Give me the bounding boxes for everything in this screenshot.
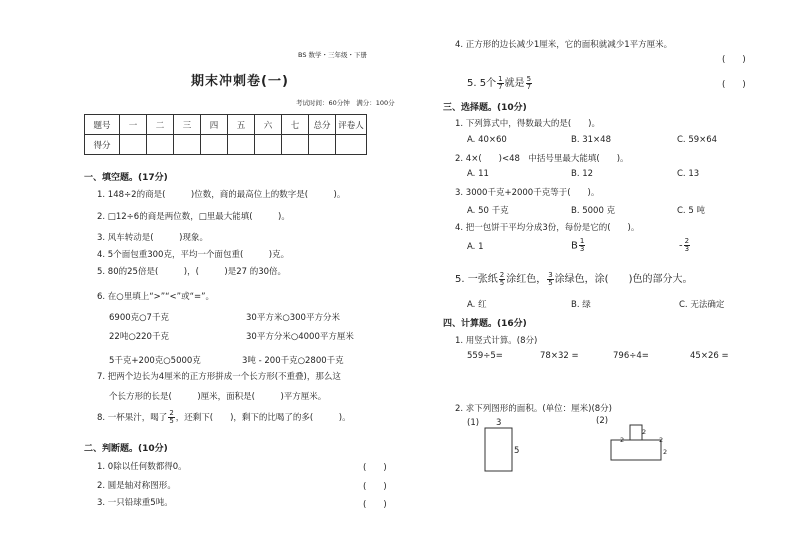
s3-q2: 2. 4×( )<48 中括号里最大能填( )。	[455, 154, 629, 164]
figure-2-label: (2)	[596, 416, 609, 426]
option[interactable]: C. 59×64	[677, 135, 718, 145]
s1-q8	[97, 410, 351, 425]
score-header-cell: 六	[255, 115, 282, 135]
score-table-header-row	[85, 115, 367, 135]
score-cell[interactable]	[255, 135, 282, 155]
fraction	[499, 272, 505, 287]
score-header-cell: 一	[120, 115, 147, 135]
figure-2-dim: 2	[663, 448, 668, 456]
fraction-numerator: 1	[498, 74, 503, 83]
option[interactable]: C. 5 吨	[677, 206, 705, 216]
fraction-numerator: 5	[526, 74, 532, 83]
fraction-numerator: 3	[548, 270, 553, 279]
option[interactable]: A. 40×60	[467, 135, 507, 145]
fraction-numerator: 1	[579, 237, 585, 245]
subject-label: BS 数学・三年级・下册	[298, 51, 368, 59]
s4-q2: 2. 求下列图形的面积。(单位：厘米)(8分)	[455, 404, 612, 414]
s1-q2: 2. □12÷6的商是两位数，□里最大能填( )。	[97, 212, 290, 222]
score-header-cell: 评卷人	[336, 115, 367, 135]
s2-q4: 4. 正方形的边长减少1厘米，它的面积就减少1平方厘米。	[455, 40, 673, 50]
s2-q1: 1. 0除以任何数都得0。	[97, 462, 187, 472]
answer-paren[interactable]: ( )	[722, 80, 746, 90]
s1-q6-item: 22吨○220千克	[109, 332, 169, 342]
s2-q5-mid: 就是	[504, 78, 525, 89]
answer-paren[interactable]: ( )	[363, 500, 387, 510]
figure-2-dim: 2	[642, 428, 647, 436]
figure-2-dim: 2	[659, 436, 664, 444]
s1-q7-line1: 7. 把两个边长为4厘米的正方形拼成一个长方形(不重叠)，那么这	[97, 372, 341, 382]
calc-item: 78×32 =	[540, 351, 579, 361]
answer-paren[interactable]: ( )	[722, 55, 746, 65]
fraction	[684, 238, 690, 253]
option[interactable]: A. 11	[467, 169, 489, 179]
page-title: 期末冲刺卷(一)	[191, 74, 289, 89]
option[interactable]: B. 绿	[571, 300, 591, 310]
calc-item: 796÷4=	[613, 351, 649, 361]
fraction-denominator: 3	[684, 245, 690, 253]
score-cell[interactable]	[336, 135, 367, 155]
score-row-label: 得分	[85, 135, 120, 155]
score-cell[interactable]	[201, 135, 228, 155]
s3-q5-mid: 涂红色，	[506, 274, 547, 285]
calc-item: 559÷5=	[467, 351, 503, 361]
answer-paren[interactable]: ( )	[363, 482, 387, 492]
s3-q4: 4. 把一包饼干平均分成3份，每份是它的( )。	[455, 223, 640, 233]
option[interactable]: B. 12	[571, 169, 594, 179]
s4-q1: 1. 用竖式计算。(8分)	[455, 336, 538, 346]
s1-q6-item: 30平方米○300平方分米	[246, 313, 340, 323]
section-2-title: 二、判断题。(10分)	[84, 444, 168, 454]
option[interactable]: C. 无法确定	[679, 300, 725, 310]
s3-q1: 1. 下列算式中，得数最大的是( )。	[455, 119, 600, 129]
fraction	[579, 238, 585, 253]
calc-item: 45×26 =	[690, 351, 729, 361]
section-4-title: 四、计算题。(16分)	[443, 319, 527, 329]
s3-q3: 3. 3000千克+2000千克等于( )。	[455, 188, 600, 198]
s3-q5-pre: 5. 一张纸	[455, 274, 498, 285]
score-header-cell: 三	[174, 115, 201, 135]
fraction-denominator: 7	[526, 82, 532, 91]
s2-q2: 2. 圆是轴对称图形。	[97, 481, 176, 491]
figure-1-dim-top: 3	[496, 418, 502, 428]
s2-q5-pre: 5. 5个	[467, 78, 497, 89]
score-header-cell: 总分	[309, 115, 336, 135]
figure-1-dim-side: 5	[514, 446, 520, 456]
option[interactable]: C. 13	[677, 169, 700, 179]
s1-q4: 4. 5个面包重300克，平均一个面包重( )克。	[97, 250, 290, 260]
s1-q3: 3. 风车转动是( )现象。	[97, 233, 208, 243]
fraction	[526, 76, 532, 91]
score-header-cell: 七	[282, 115, 309, 135]
figure-2-shape	[610, 424, 670, 464]
option-letter: B	[571, 240, 578, 252]
option[interactable]: A. 1	[467, 242, 484, 252]
s3-q5-post: 涂绿色，涂( )色的部分大。	[554, 274, 693, 285]
answer-paren[interactable]: ( )	[363, 463, 387, 473]
s2-q5	[467, 74, 533, 91]
score-header-cell: 题号	[85, 115, 120, 135]
s1-q6-item: 3吨 - 200千克○2800千克	[242, 356, 344, 366]
option[interactable]: B. 31×48	[571, 135, 611, 145]
option[interactable]: A. 50 千克	[467, 206, 509, 216]
fraction-denominator: 5	[169, 417, 174, 425]
s1-q8-pre: 8. 一杯果汁，喝了	[97, 413, 168, 423]
s1-q6-item: 30平方分米○4000平方厘米	[246, 332, 354, 342]
fraction-numerator: 2	[684, 237, 690, 245]
fraction	[168, 410, 174, 425]
option-letter: -	[679, 240, 683, 252]
option[interactable]: B. 5000 克	[571, 206, 616, 216]
score-header-cell: 五	[228, 115, 255, 135]
fraction-denominator: 7	[498, 82, 503, 91]
s1-q8-post: ，还剩下( )，剩下的比喝了的多( )。	[175, 413, 351, 423]
s1-q1: 1. 148÷2的商是( )位数，商的最高位上的数字是( )。	[97, 190, 346, 200]
option[interactable]	[571, 238, 586, 253]
score-cell[interactable]	[309, 135, 336, 155]
figure-1-label: (1)	[467, 418, 480, 428]
s3-q5	[455, 270, 692, 287]
option[interactable]	[679, 238, 691, 253]
s1-q6-item: 6900克○7千克	[109, 313, 169, 323]
s1-q5: 5. 80的25倍是( )，( )是27 的30倍。	[97, 267, 287, 277]
fraction-denominator: 5	[548, 278, 553, 287]
section-3-title: 三、选择题。(10分)	[443, 103, 527, 113]
score-table	[84, 114, 367, 155]
fraction	[547, 272, 553, 287]
score-cell[interactable]	[120, 135, 147, 155]
fraction-numerator: 2	[499, 270, 505, 279]
section-1-title: 一、填空题。(17分)	[84, 173, 168, 183]
fraction	[497, 76, 503, 91]
score-cell[interactable]	[228, 135, 255, 155]
s1-q6: 6. 在○里填上“>”“<”或“=”。	[97, 292, 215, 302]
score-cell[interactable]	[174, 135, 201, 155]
s1-q6-item: 5千克+200克○5000克	[109, 356, 201, 366]
score-header-cell: 四	[201, 115, 228, 135]
figure-2-dim: 2	[620, 436, 625, 444]
fraction-numerator: 2	[169, 409, 174, 417]
fraction-denominator: 3	[579, 245, 585, 253]
option[interactable]: A. 红	[467, 300, 487, 310]
s1-q7-line2: 个长方形的长是( )厘米，面积是( )平方厘米。	[109, 392, 327, 402]
score-cell[interactable]	[282, 135, 309, 155]
score-header-cell: 二	[147, 115, 174, 135]
s2-q3: 3. 一只铅球重5吨。	[97, 498, 173, 508]
score-table-score-row	[85, 135, 367, 155]
score-cell[interactable]	[147, 135, 174, 155]
exam-info: 考试时间：60分钟 满分：100分	[296, 99, 395, 107]
figure-1-rectangle	[484, 427, 514, 473]
fraction-denominator: 5	[499, 278, 505, 287]
